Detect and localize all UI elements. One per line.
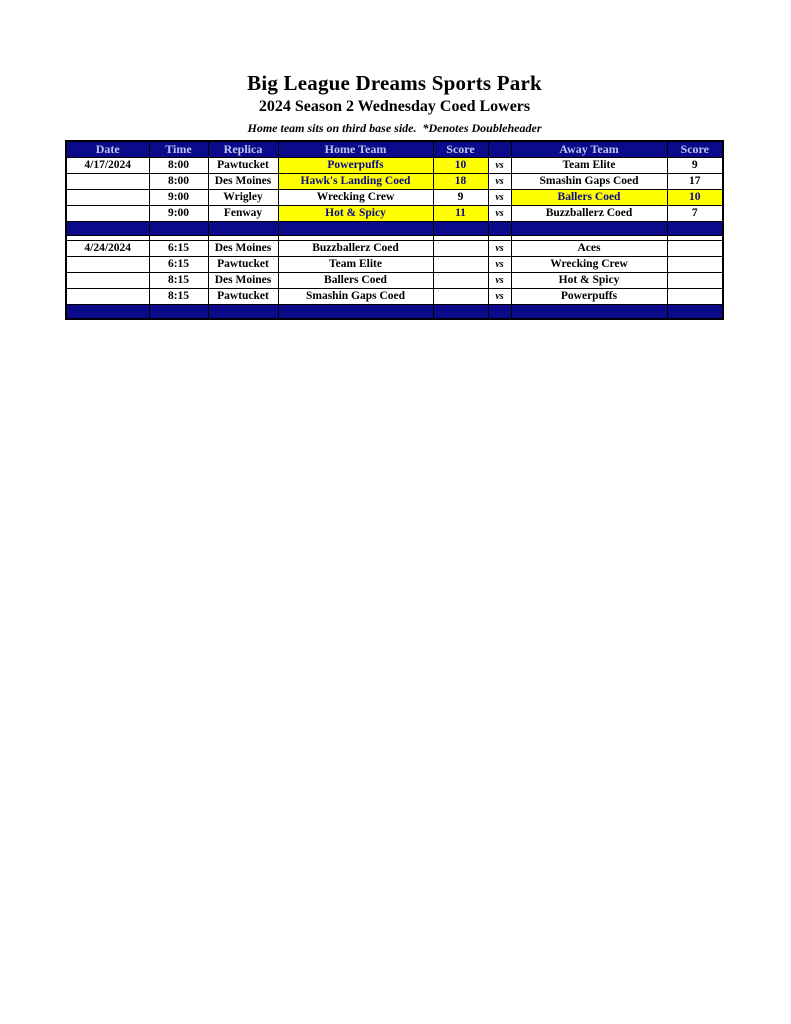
separator-row (66, 222, 723, 236)
game-row (66, 289, 723, 305)
separator-cell (149, 305, 208, 319)
replica-cell: Fenway (208, 206, 278, 222)
away-score-cell: 17 (667, 174, 723, 190)
away-team-cell: Powerpuffs (511, 289, 667, 305)
time-cell: 6:15 (149, 241, 208, 257)
replica-cell: Des Moines (208, 273, 278, 289)
vs-cell: vs (488, 257, 511, 273)
game-row (66, 158, 723, 174)
time-cell: 9:00 (149, 190, 208, 206)
col-header-time: Time (149, 141, 208, 158)
away-score-cell (667, 241, 723, 257)
game-row (66, 273, 723, 289)
away-team-cell: Team Elite (511, 158, 667, 174)
separator-cell (278, 305, 433, 319)
away-team-cell: Ballers Coed (511, 190, 667, 206)
vs-cell: vs (488, 190, 511, 206)
separator-row (66, 305, 723, 319)
game-row (66, 257, 723, 273)
home-team-cell: Ballers Coed (278, 273, 433, 289)
date-cell: 4/17/2024 (66, 158, 149, 174)
date-cell (66, 289, 149, 305)
schedule-header (66, 141, 723, 158)
away-team-cell: Buzzballerz Coed (511, 206, 667, 222)
away-team-cell: Aces (511, 241, 667, 257)
home-team-cell: Wrecking Crew (278, 190, 433, 206)
col-header-date: Date (66, 141, 149, 158)
date-cell (66, 257, 149, 273)
home-team-cell: Hot & Spicy (278, 206, 433, 222)
replica-cell: Pawtucket (208, 158, 278, 174)
vs-cell: vs (488, 174, 511, 190)
time-cell: 8:15 (149, 273, 208, 289)
time-cell: 9:00 (149, 206, 208, 222)
schedule-table (65, 140, 724, 320)
home-team-cell: Hawk's Landing Coed (278, 174, 433, 190)
schedule-body (66, 158, 723, 319)
replica-cell: Wrigley (208, 190, 278, 206)
col-header-away-score: Score (667, 141, 723, 158)
header-row (66, 141, 723, 158)
vs-cell: vs (488, 158, 511, 174)
away-team-cell: Hot & Spicy (511, 273, 667, 289)
vs-cell: vs (488, 206, 511, 222)
home-score-cell: 11 (433, 206, 488, 222)
game-row (66, 190, 723, 206)
date-cell (66, 174, 149, 190)
separator-cell (278, 222, 433, 236)
away-score-cell: 7 (667, 206, 723, 222)
replica-cell: Pawtucket (208, 289, 278, 305)
away-team-cell: Wrecking Crew (511, 257, 667, 273)
date-cell: 4/24/2024 (66, 241, 149, 257)
separator-cell (208, 305, 278, 319)
game-row (66, 174, 723, 190)
game-row (66, 241, 723, 257)
date-cell (66, 190, 149, 206)
game-row (66, 206, 723, 222)
home-team-cell: Team Elite (278, 257, 433, 273)
separator-cell (66, 222, 149, 236)
home-score-cell: 18 (433, 174, 488, 190)
home-team-cell: Smashin Gaps Coed (278, 289, 433, 305)
col-header-replica: Replica (208, 141, 278, 158)
away-score-cell (667, 289, 723, 305)
home-score-cell: 9 (433, 190, 488, 206)
page-title: Big League Dreams Sports Park (247, 71, 542, 95)
time-cell: 6:15 (149, 257, 208, 273)
separator-cell (488, 222, 511, 236)
date-cell (66, 273, 149, 289)
away-team-cell: Smashin Gaps Coed (511, 174, 667, 190)
separator-cell (66, 305, 149, 319)
col-header-vs (488, 141, 511, 158)
away-score-cell (667, 257, 723, 273)
separator-cell (433, 222, 488, 236)
vs-cell: vs (488, 241, 511, 257)
separator-cell (488, 305, 511, 319)
vs-cell: vs (488, 273, 511, 289)
separator-cell (208, 222, 278, 236)
separator-cell (511, 305, 667, 319)
home-score-cell (433, 241, 488, 257)
home-team-note: Home team sits on third base side. *Denotes Doubleheader (247, 121, 542, 135)
col-header-home-score: Score (433, 141, 488, 158)
replica-cell: Pawtucket (208, 257, 278, 273)
page-subtitle: 2024 Season 2 Wednesday Coed Lowers (258, 98, 531, 115)
away-score-cell (667, 273, 723, 289)
time-cell: 8:15 (149, 289, 208, 305)
separator-cell (667, 305, 723, 319)
away-score-cell: 10 (667, 190, 723, 206)
vs-cell: vs (488, 289, 511, 305)
col-header-away-team: Away Team (511, 141, 667, 158)
home-team-cell: Buzzballerz Coed (278, 241, 433, 257)
time-cell: 8:00 (149, 174, 208, 190)
separator-cell (433, 305, 488, 319)
col-header-home-team: Home Team (278, 141, 433, 158)
time-cell: 8:00 (149, 158, 208, 174)
home-score-cell: 10 (433, 158, 488, 174)
away-score-cell: 9 (667, 158, 723, 174)
separator-cell (149, 222, 208, 236)
replica-cell: Des Moines (208, 241, 278, 257)
separator-cell (511, 222, 667, 236)
home-score-cell (433, 273, 488, 289)
home-team-cell: Powerpuffs (278, 158, 433, 174)
replica-cell: Des Moines (208, 174, 278, 190)
home-score-cell (433, 257, 488, 273)
date-cell (66, 206, 149, 222)
separator-cell (667, 222, 723, 236)
home-score-cell (433, 289, 488, 305)
